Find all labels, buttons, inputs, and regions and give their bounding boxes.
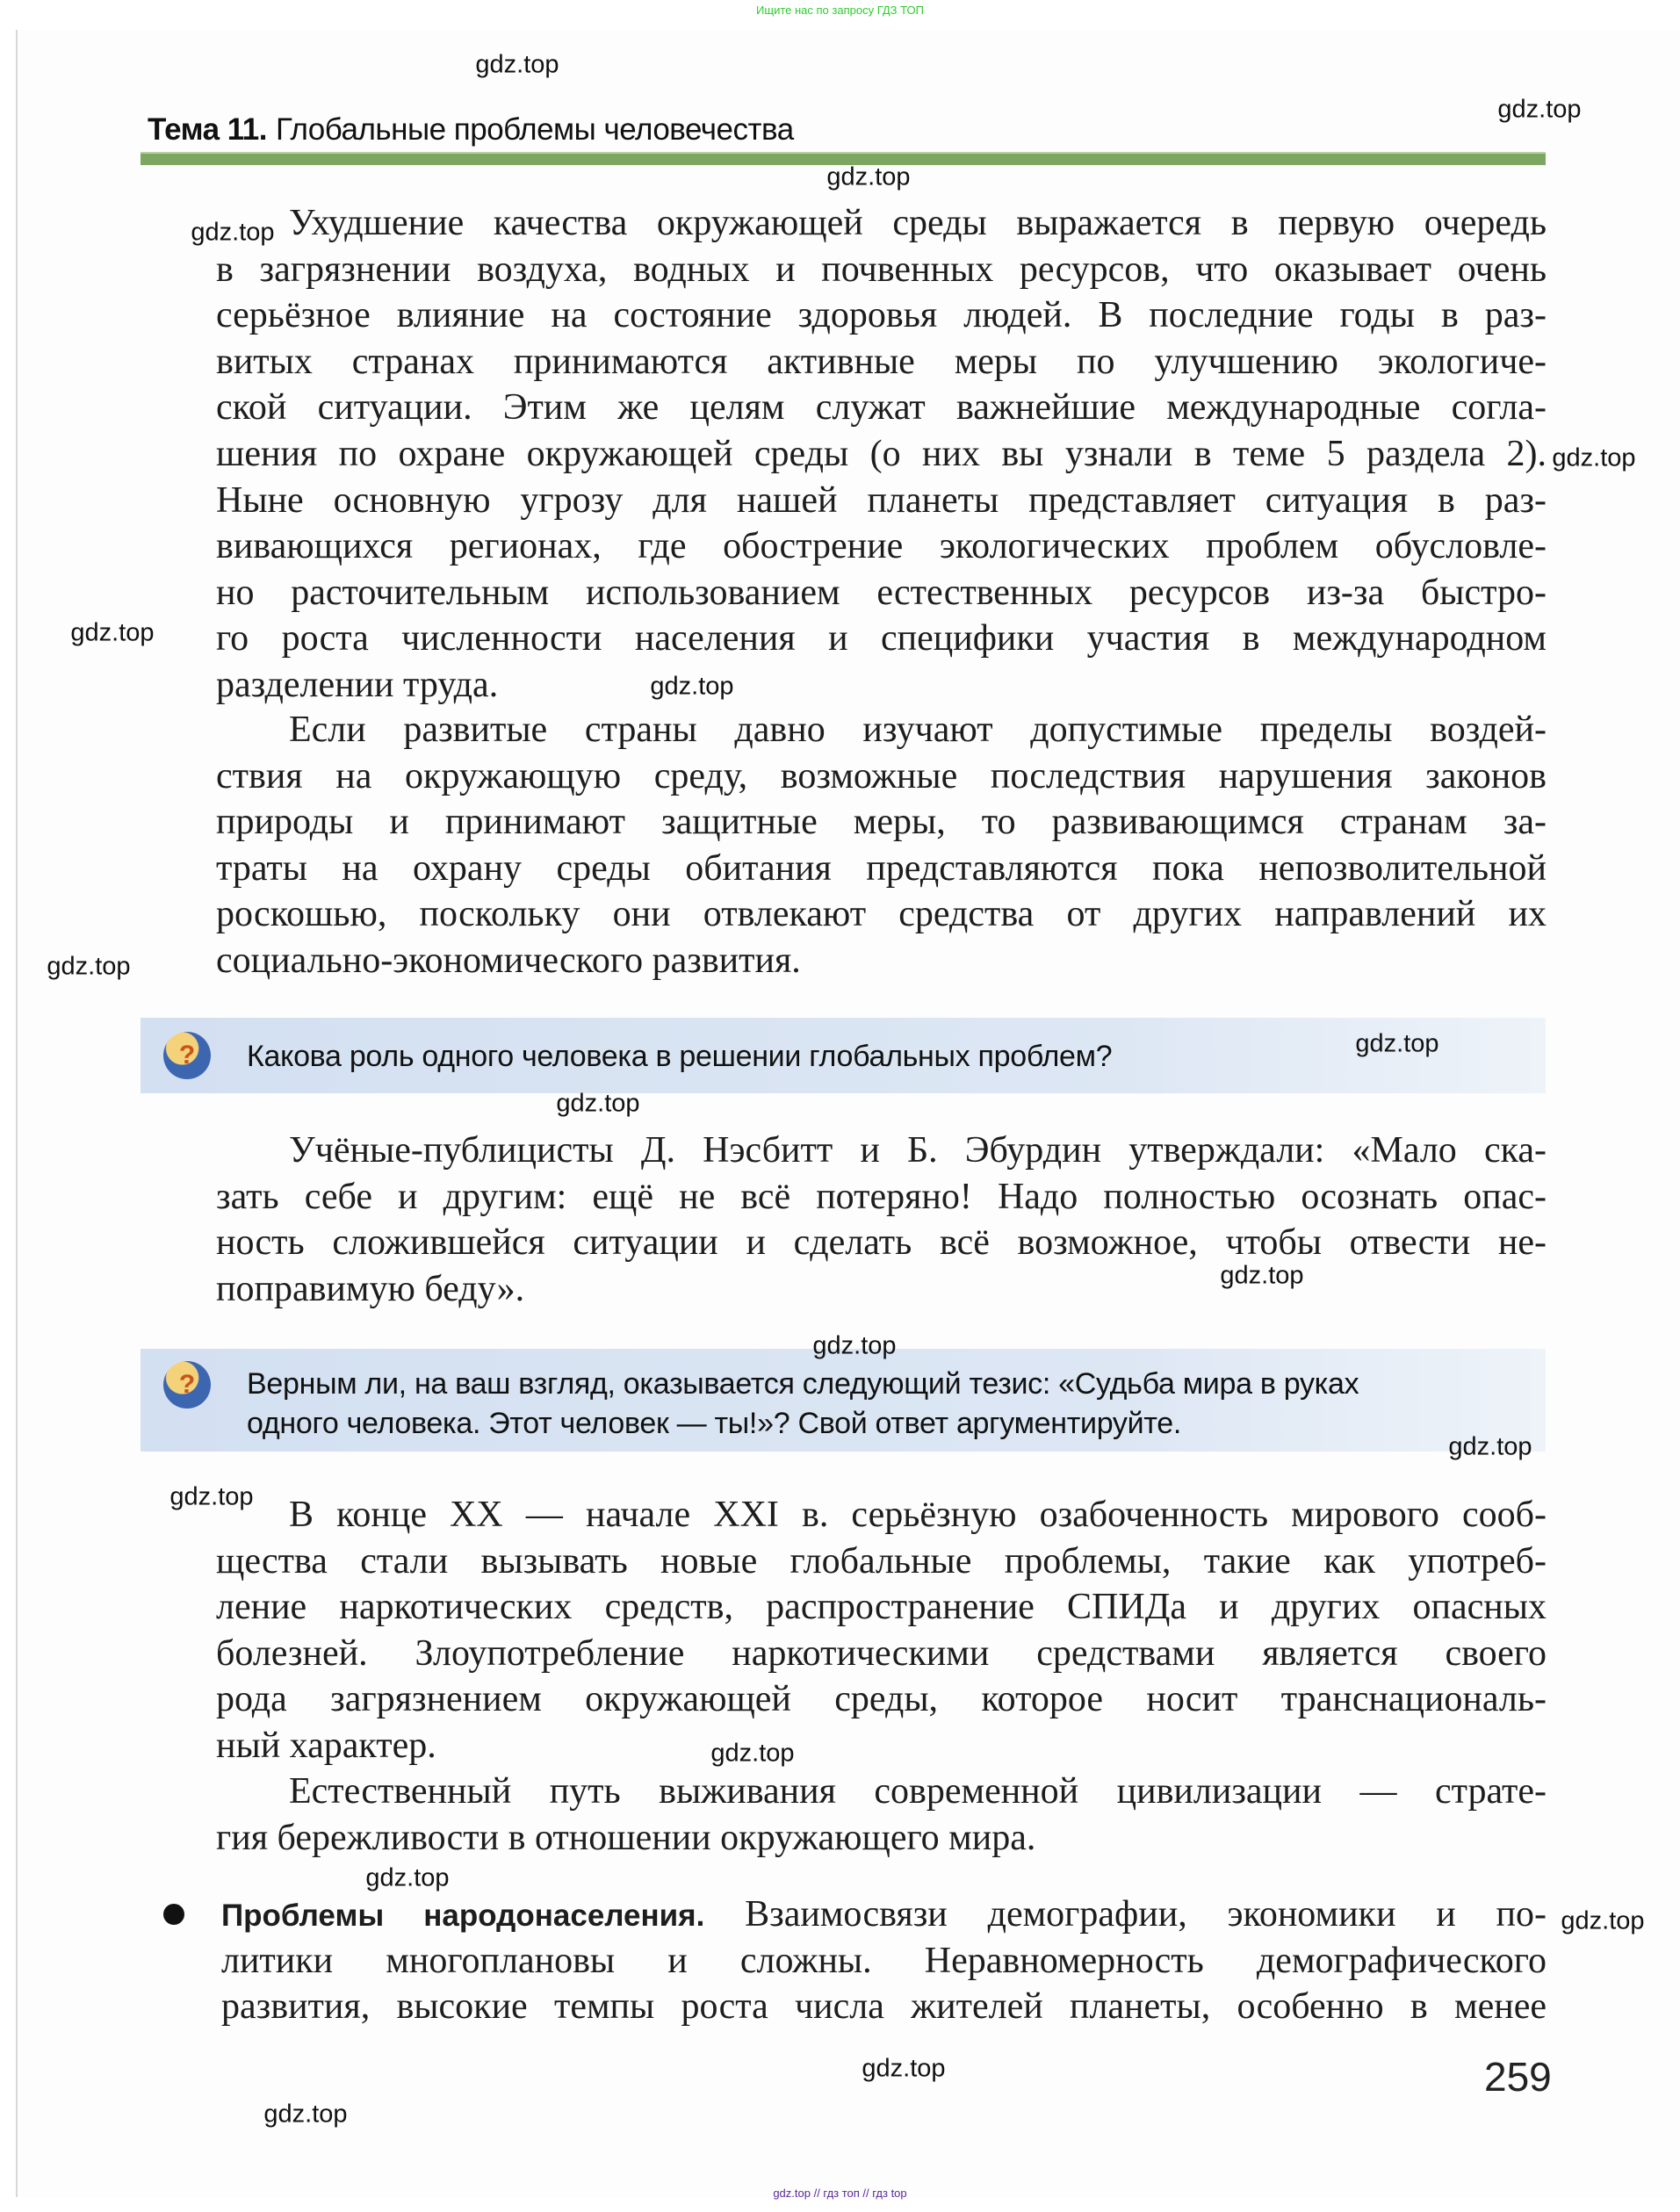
watermark-text: gdz.top	[710, 1739, 795, 1768]
watermark-text: gdz.top	[263, 2100, 348, 2129]
topic-title: Глобальные проблемы человечества	[275, 112, 794, 147]
watermark-text: gdz.top	[169, 1482, 254, 1511]
text-line: щества стали вызывать новые глобальные проблемы, такие как употреб-	[216, 1540, 1547, 1582]
search-hint-banner: Ищите нас по запросу ГДЗ ТОП	[756, 4, 924, 17]
text-line: Если развитые страны давно изучают допустимые пределы воздей-	[289, 710, 1547, 750]
page-header	[148, 112, 794, 148]
footer-note: gdz.top // гдз топ // гдз top	[773, 2187, 907, 2200]
watermark-text: gdz.top	[862, 2054, 946, 2083]
watermark-text: gdz.top	[1561, 1906, 1645, 1935]
text-line: вивающихся регионах, где обострение экологических проблем обусловле-	[216, 526, 1547, 567]
watermark-text: gdz.top	[556, 1089, 640, 1118]
watermark-text: gdz.top	[365, 1863, 450, 1892]
paragraph-environment	[216, 200, 1547, 709]
watermark-text: gdz.top	[1355, 1029, 1439, 1058]
text-line: В конце XX — начале XXI в. серьёзную озабоченность мирового сооб-	[289, 1495, 1547, 1535]
text-line: гия бережливости в отношении окружающего мира.	[216, 1817, 1036, 1858]
text-line: ность сложившейся ситуации и сделать всё возможное, чтобы отвести не-	[216, 1222, 1547, 1264]
question-icon: ?	[163, 1032, 211, 1079]
section-first-line-text: Взаимосвязи демографии, экономики и по-	[704, 1894, 1547, 1935]
text-line: серьёзное влияние на состояние здоровья людей. В последние годы в раз-	[216, 295, 1547, 336]
text-line: ный характер.	[216, 1725, 436, 1766]
topic-number: Тема 11.	[148, 112, 267, 147]
text-line: социально-экономического развития.	[216, 940, 801, 981]
paragraph-developing-countries	[216, 707, 1547, 984]
watermark-text: gdz.top	[1552, 443, 1636, 472]
text-line: шения по охране окружающей среды (о них вы узнали в теме 5 раздела 2).	[216, 433, 1547, 474]
question-box-1	[141, 1018, 1546, 1093]
text-line: Учёные-публицисты Д. Нэсбитт и Б. Эбурдин утверждали: «Мало ска-	[289, 1130, 1547, 1171]
text-line: развития, высокие темпы роста числа жителей планеты, особенно в менее	[221, 1986, 1547, 2028]
watermark-text: gdz.top	[47, 952, 131, 981]
text-line: Ухудшение качества окружающей среды выражается в первую очередь	[289, 203, 1547, 243]
text-line: витых странах принимаются активные меры по улучшению экологиче-	[216, 341, 1547, 382]
text-line: но расточительным использованием естественных ресурсов из-за быстро-	[216, 572, 1547, 613]
text-line: поправимую беду».	[216, 1268, 525, 1309]
watermark-text: gdz.top	[1448, 1432, 1532, 1461]
text-line: рода загрязнением окружающей среды, которое носит транснациональ-	[216, 1679, 1547, 1720]
text-line: ской ситуации. Этим же целям служат важнейшие международные согла-	[216, 387, 1547, 429]
page-number: 259	[1484, 2054, 1552, 2100]
text-line: литики многоплановы и сложны. Неравномерность демографического	[221, 1940, 1547, 1981]
watermark-text: gdz.top	[1497, 95, 1582, 124]
text-line: ствия на окружающую среду, возможные последствия нарушения законов	[216, 755, 1547, 796]
question-text: Какова роль одного человека в решении глобальных проблем?	[247, 1040, 1113, 1073]
text-line: го роста численности населения и специфики участия в международном	[216, 618, 1547, 659]
watermark-text: gdz.top	[650, 672, 734, 701]
text-line: болезней. Злоупотребление наркотическими средствами является своего	[216, 1632, 1547, 1674]
section-population	[221, 1891, 1547, 2030]
section-title: Проблемы народонаселения.	[221, 1899, 705, 1933]
text-line: в загрязнении воздуха, водных и почвенных ресурсов, что оказывает очень	[216, 249, 1547, 290]
watermark-text: gdz.top	[1220, 1261, 1304, 1290]
watermark-text: gdz.top	[826, 162, 911, 191]
watermark-text: gdz.top	[475, 50, 559, 79]
watermark-text: gdz.top	[812, 1331, 897, 1360]
paragraph-new-problems	[216, 1492, 1547, 1769]
paragraph-quote	[216, 1128, 1547, 1312]
question-icon: ?	[163, 1361, 211, 1409]
bullet-icon	[163, 1904, 184, 1925]
text-line: зать себе и другим: ещё не всё потеряно! Надо полностью осознать опас-	[216, 1176, 1547, 1217]
watermark-text: gdz.top	[191, 218, 275, 247]
question-line: одного человека. Этот человек — ты!»? Свой ответ аргументируйте.	[247, 1407, 1181, 1440]
text-line: траты на охрану среды обитания представляются пока непозволительной	[216, 847, 1547, 889]
text-line: разделении труда.	[216, 664, 499, 705]
question-box-2	[141, 1349, 1546, 1452]
text-line: Естественный путь выживания современной цивилизации — страте-	[289, 1771, 1547, 1812]
text-line: роскошью, поскольку они отвлекают средства от других направлений их	[216, 894, 1547, 935]
section-first-line	[221, 1891, 1547, 1938]
text-line: природы и принимают защитные меры, то развивающимся странам за-	[216, 802, 1547, 843]
question-line: Верным ли, на ваш взгляд, оказывается следующий тезис: «Судьба мира в руках	[247, 1367, 1359, 1401]
text-line: ление наркотических средств, распространение СПИДа и других опасных	[216, 1587, 1547, 1628]
paragraph-survival	[216, 1769, 1547, 1861]
question-text	[247, 1365, 1359, 1444]
watermark-text: gdz.top	[70, 618, 155, 647]
text-line: Ныне основную угрозу для нашей планеты представляет ситуация в раз-	[216, 479, 1547, 521]
